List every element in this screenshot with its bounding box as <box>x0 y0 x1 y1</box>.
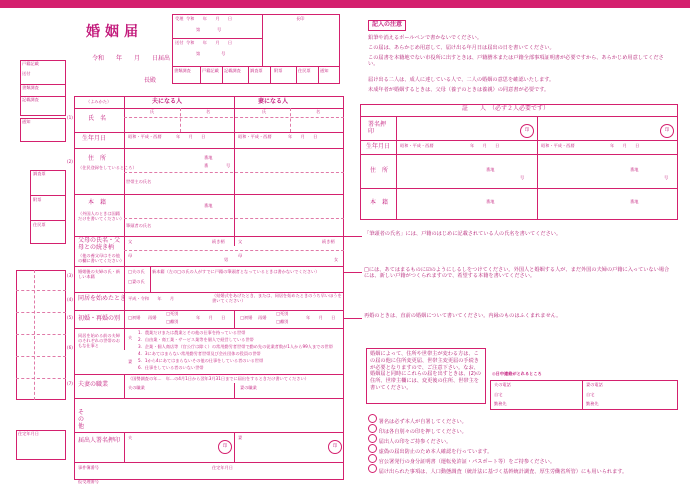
hdr-notice: 通知 <box>320 68 329 73</box>
witness1-ymd: 年 月 日 <box>470 143 500 148</box>
send-date: 令和 年 月 日 <box>186 40 233 45</box>
wife-ym: 年 月 日 <box>306 315 336 320</box>
address-label: 住 所 <box>88 155 107 162</box>
witness2-ymd: 年 月 日 <box>610 143 640 148</box>
husband-divorce[interactable]: □離別 <box>166 319 179 324</box>
contact-wife: 妻の電話 <box>586 382 603 387</box>
hdr-doc: 書類調査 <box>174 68 191 73</box>
top-color-bar <box>0 0 690 8</box>
signer-wife: 妻 <box>238 435 243 440</box>
witness2-era: 昭和・平成・西暦 <box>541 143 575 148</box>
notice-text: 婚姻によって、住所や世帯主が変わる方は、この届の他に住所変更届、世帯主変更届の手続きが必要となりますので、ご注意下さい。なお、婚姻届と同時にこれらの届を出すときは、(2)の住所、世帯主欄には、変更後の住所、世帯主を書いてください。 <box>370 351 482 391</box>
husband-man: 男 <box>224 257 229 262</box>
dept-label: 長印 <box>296 16 305 21</box>
work-item-4: 4．3にあてはまらない常用勤労者世帯及び会社団体の役員の世帯 <box>138 351 261 356</box>
receipt-no: 第 号 <box>196 27 222 32</box>
side-label-survey: 調査票 <box>33 171 46 176</box>
wife-birth-ymd: 年 月 日 <box>288 134 318 139</box>
marker-3: (3) <box>67 273 73 278</box>
contact-home-2: 自宅 <box>586 392 595 397</box>
witness1-hbanchi: 番地 <box>486 199 495 204</box>
occupation-note: （国勢調査の年… 年…の4月1日から翌年3月31日までに届出をするときだけ書いてください） <box>128 376 309 381</box>
marker-1: (1) <box>67 115 73 120</box>
note-line-4: 届け出る二人は、成人に達している人で、二人の婚姻の意思を確認いたします。 <box>368 77 555 83</box>
honseki-banchi: 番地 <box>204 203 213 208</box>
head-of-family: 筆頭者の氏名 <box>126 223 152 228</box>
husband-first[interactable]: □初婚 <box>128 315 141 320</box>
witness-header: 証 人 （必ず２人必要です） <box>462 105 550 112</box>
witness1-era: 昭和・平成・西暦 <box>400 143 434 148</box>
husband-relation: 続き柄 <box>212 239 225 244</box>
witness2-go: 号 <box>664 175 669 180</box>
husband-death[interactable]: □死別 <box>166 311 179 316</box>
contact-header: ◎日中連絡がとれるところ <box>492 371 542 376</box>
wife-given-name: 名 <box>316 109 321 114</box>
note-line-5: 未成年者が婚姻するときは、父母（養子のときは養親）の同意書が必要です。 <box>368 87 550 93</box>
page-title: 婚姻届 <box>86 24 143 40</box>
side-label-contact: 住定年月日 <box>18 431 39 436</box>
temp-no: 仮受理番号 <box>78 479 99 484</box>
husband-given-name: 名 <box>206 109 211 114</box>
contact-table <box>490 380 678 410</box>
send-label: 送付 <box>175 40 184 45</box>
side-label-entry: 記載調査 <box>22 97 39 102</box>
honseki-note: （外国人のときは国籍だけを書いてください） <box>78 211 125 221</box>
signer-wife-stamp[interactable]: 印 <box>328 440 342 454</box>
wife-name-opt[interactable]: □妻の氏 <box>128 279 145 284</box>
work-label: 同居を始める前の夫婦のそれぞれの世帯のおもな仕事と <box>78 333 120 348</box>
bullet-5: 官公署発行の身分証明書（運転免許証・パスポート等）をご持参ください。 <box>368 454 555 466</box>
bullet-3: 届出人の印をご持参ください。 <box>368 434 451 446</box>
husband-job: 夫の職業 <box>128 385 145 390</box>
hdr-entry-check: 記載調査 <box>224 68 241 73</box>
husband-ym: 年 月 日 <box>196 315 226 320</box>
wife-family-name: 氏 <box>262 109 267 114</box>
husband-mother: 母 <box>128 253 133 258</box>
husband-father: 父 <box>128 239 133 244</box>
note-line-2: この届は、あらかじめ用意して、届け出る年月日は届出の日を書いてください。 <box>368 45 555 51</box>
husband-birth-ymd: 年 月 日 <box>176 134 206 139</box>
wife-birth-era: 昭和・平成・西暦 <box>238 134 272 139</box>
side-label-doc: 書類調査 <box>22 85 39 90</box>
wife-father: 父 <box>238 239 243 244</box>
address-note: （住民登録をしているところ） <box>78 165 137 170</box>
signer-label: 届出人署名押印 <box>78 437 121 444</box>
witness-honseki: 本 籍 <box>370 199 389 206</box>
wife-job: 妻の職業 <box>240 385 257 390</box>
date-line: 令和 年 月 日届出 <box>92 55 171 62</box>
receipt-date: 令和 年 月 日 <box>186 16 233 21</box>
bullet-2: 印は各自別々の印を押してください。 <box>368 424 467 436</box>
work-item-6: 6．仕事をしている者のいない世帯 <box>138 365 204 370</box>
witness2-banchi: 番地 <box>630 167 639 172</box>
cohab-label: 同居を始めたとき <box>78 295 127 302</box>
head-label: 世帯主の氏名 <box>126 179 152 184</box>
wife-woman: 女 <box>334 257 339 262</box>
receipt-label: 受理 <box>175 16 184 21</box>
other-label: そ の 他 <box>78 409 91 430</box>
address-banchi: 番地 <box>204 155 213 160</box>
work-item-5: 5．1から4にあてはまらないその他の仕事をしている者のいる世帯 <box>138 358 264 363</box>
occupation-label: 夫妻の職業 <box>78 381 109 388</box>
work-wife: 妻 <box>128 359 133 364</box>
bullet-6: 届け出られた事項は、人口動態調査（統計法に基づく基幹統計調査、厚生労働省所管）にも用いられます。 <box>368 464 627 476</box>
bullet-1: 署名は必ず本人が自署してください。 <box>368 414 467 426</box>
name-label: 氏 名 <box>88 115 107 122</box>
side-label-residence: 住民票 <box>33 222 46 227</box>
send-no: 第 号 <box>196 51 226 56</box>
wife-first[interactable]: □初婚 <box>240 315 253 320</box>
side-label-ward: 戸籍記載 <box>22 61 39 66</box>
parents-label: 父母の氏名・父母との続き柄 <box>78 237 121 251</box>
marker-5: (5) <box>67 315 73 320</box>
side-note-3: 再婚のときは、直前の婚姻について書いてください。内縁のものはふくまれません。 <box>364 313 562 319</box>
witness-sign: 署名押印 <box>368 121 387 135</box>
honseki-label: 本 籍 <box>88 199 107 206</box>
contact-husband: 夫の電話 <box>494 382 511 387</box>
new-name-label: 婚姻後の夫婦の氏・新しい本籍 <box>78 269 120 279</box>
witness1-banchi: 番地 <box>486 167 495 172</box>
witness2-hbanchi: 番地 <box>630 199 639 204</box>
side-label-notice: 通知 <box>22 119 31 124</box>
marker-6: (6) <box>67 345 73 350</box>
work-husband: 夫 <box>128 335 133 340</box>
side-note-1: 「筆頭者の氏名」には、戸籍のはじめに記載されている人の氏名を書いてください。 <box>364 231 562 237</box>
work-item-2: 2．自由業・商工業・サービス業等を個人で経営している世帯 <box>138 337 254 342</box>
chief-suffix: 長殿 <box>144 77 157 84</box>
work-item-3: 3．企業・個人商店等（官公庁は除く）の常用勤労者世帯で勤め先の従業者数が1人から99人までの世帯 <box>138 344 333 349</box>
main-form-frame <box>74 96 344 480</box>
col-husband: 夫になる人 <box>152 98 183 105</box>
col-wife: 妻になる人 <box>258 98 289 105</box>
marker-7: (7) <box>67 381 73 386</box>
event-no: 事件簿番号 <box>78 465 99 470</box>
new-honseki: 新本籍（左の□の氏の人がすでに戸籍の筆頭者となっているときは書かないでください） <box>152 269 320 274</box>
cohab-date: 平成・令和 年 月 <box>128 296 175 301</box>
note-line-1: 鉛筆や消えるボールペンで書かないでください。 <box>368 35 483 41</box>
husband-birth-era: 昭和・平成・西暦 <box>128 134 162 139</box>
bullet-4: 虚偽の届出防止のため本人確認を行っています。 <box>368 444 492 456</box>
witness1-stamp[interactable]: 印 <box>520 124 534 138</box>
side-box-3 <box>30 170 66 244</box>
contact-work-2: 勤務先 <box>586 401 599 406</box>
wife-relation: 続き柄 <box>322 239 335 244</box>
wife-remarriage[interactable]: 再婚 <box>258 315 267 320</box>
prev-marriage-label: 初婚・再婚の別 <box>78 315 121 322</box>
contact-work-1: 勤務先 <box>494 401 507 406</box>
hdr-residence: 住民票 <box>298 68 311 73</box>
side-note-2: □には、あてはまるものに☑のようにしるしをつけてください。外国人と婚姻する人が、まだ外国の夫婦の戸籍に入っていない場合には、新しい戸籍がつくられますので、希望する本籍を書いてください。 <box>364 267 670 279</box>
hdr-annex: 附票 <box>274 68 283 73</box>
witness-address: 住 所 <box>370 167 389 174</box>
husband-remarriage[interactable]: 再婚 <box>148 315 157 320</box>
marker-4: (4) <box>67 297 73 302</box>
side-label-annex: 附票 <box>33 197 42 202</box>
signer-husband-stamp[interactable]: 印 <box>218 440 232 454</box>
note-line-3: この届書を本籍地でない市役所に出すときは、戸籍謄本または戸籍全部事項証明書が必要ですから、あらかじめ用意してください。 <box>368 55 664 67</box>
husband-family-name: 氏 <box>150 109 155 114</box>
birth-label: 生年月日 <box>82 135 107 142</box>
hdr-survey: 調査票 <box>250 68 263 73</box>
address-ban: 番 <box>204 163 209 168</box>
witness1-go: 号 <box>520 175 525 180</box>
hdr-entry: 戸籍記載 <box>202 68 219 73</box>
wife-divorce[interactable]: □離別 <box>276 319 289 324</box>
signer-husband: 夫 <box>128 435 133 440</box>
wife-death[interactable]: □死別 <box>276 311 289 316</box>
witness2-stamp[interactable]: 印 <box>660 124 674 138</box>
work-item-1: 1．農業だけまたは農業とその他の仕事を持っている世帯 <box>138 330 246 335</box>
parents-note: （他の養父母はその他の欄に書いてください） <box>78 253 125 263</box>
wife-mother: 母 <box>238 253 243 258</box>
marker-2: (2) <box>67 159 73 164</box>
address-go: 号 <box>226 163 231 168</box>
witness-birth: 生年月日 <box>366 143 391 150</box>
furigana-label: （よみかた） <box>86 99 112 104</box>
cohab-note: （結婚式をあげたとき、または、同居を始めたときのうち早いほうを書いてください） <box>212 293 342 303</box>
contact-date-label: 住定年月日 <box>212 465 233 470</box>
notes-header: 記入の注意 <box>368 20 406 31</box>
side-label-sent: 送付 <box>22 71 31 76</box>
husband-name-opt[interactable]: □夫の氏 <box>128 269 145 274</box>
contact-home-1: 自宅 <box>494 392 503 397</box>
